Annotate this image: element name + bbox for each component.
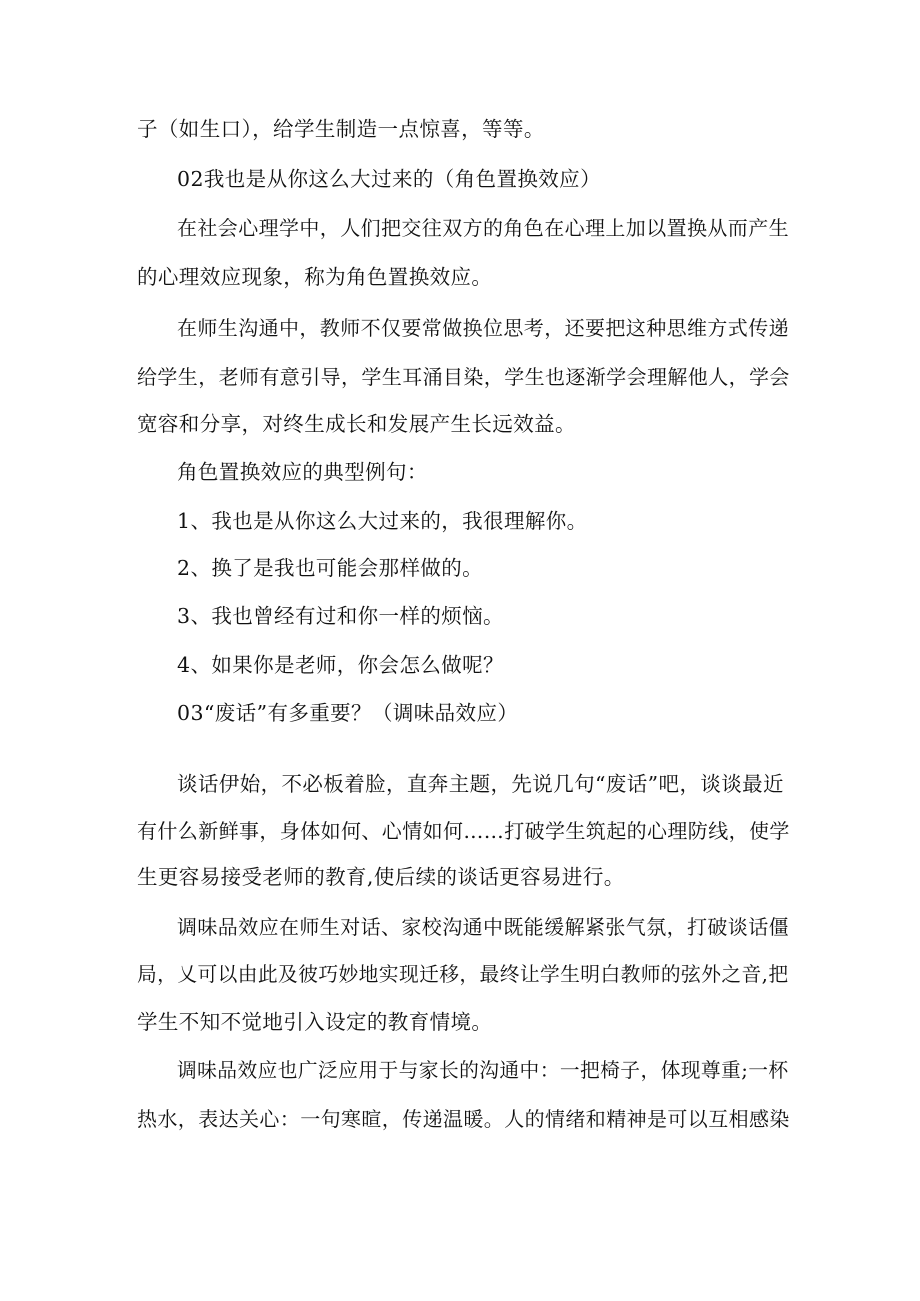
text-line: 谈话伊始，不必板着脸，直奔主题，先说几句“废话”吧，谈谈最近	[177, 772, 784, 796]
text-line: 子（如生口），给学生制造一点惊喜，等等。	[137, 117, 545, 141]
list-item: 4、如果你是老师，你会怎么做呢？	[177, 653, 504, 677]
text-line: 有什么新鲜事，身体如何、心情如何……打破学生筑起的心理防线，使学	[137, 819, 790, 843]
text-line: 局，乂可以由此及彼巧妙地实现迁移，最终让学生明白教师的弦外之音,把	[137, 963, 789, 986]
text-line: 热水，表达关心：一句寒暄，传递温暖。人的情绪和精神是可以互相感染	[137, 1107, 790, 1131]
text-line: 在社会心理学中，人们把交往双方的角色在心理上加以置换从而产生	[177, 216, 789, 240]
list-item: 2、换了是我也可能会那样做的。	[177, 556, 484, 580]
text-line: 给学生，老师有意引导，学生耳涌目染，学生也逐渐学会理解他人，学会	[137, 365, 790, 389]
text-line: 调味品效应也广泛应用于与家长的沟通中：一把椅子，体现尊重;一杯	[177, 1059, 789, 1082]
text-line: 宽容和分享，对终生成长和发展产生长远效益。	[137, 412, 576, 436]
text-line: 调味品效应在师生对话、家校沟通中既能缓解紧张气氛，打破谈话僵	[177, 915, 789, 939]
text-line: 在师生沟通中，教师不仅要常做换位思考，还要把这种思维方式传递	[177, 316, 789, 340]
section-heading: 03“废话”有多重要？（调味品效应）	[177, 701, 519, 725]
text-line: 角色置换效应的典型例句：	[177, 460, 428, 484]
text-line: 生更容易接受老师的教育,使后续的谈话更容易进行。	[137, 865, 625, 889]
text-line: 学生不知不觉地引入设定的教育情境。	[137, 1010, 493, 1034]
list-item: 1、我也是从你这么大过来的，我很理解你。	[177, 509, 588, 533]
section-heading: 02我也是从你这么大过来的（角色置换效应）	[177, 167, 601, 191]
text-line: 的心理效应现象，称为角色置换效应。	[137, 265, 493, 289]
list-item: 3、我也曾经有过和你一样的烦恼。	[177, 604, 504, 628]
